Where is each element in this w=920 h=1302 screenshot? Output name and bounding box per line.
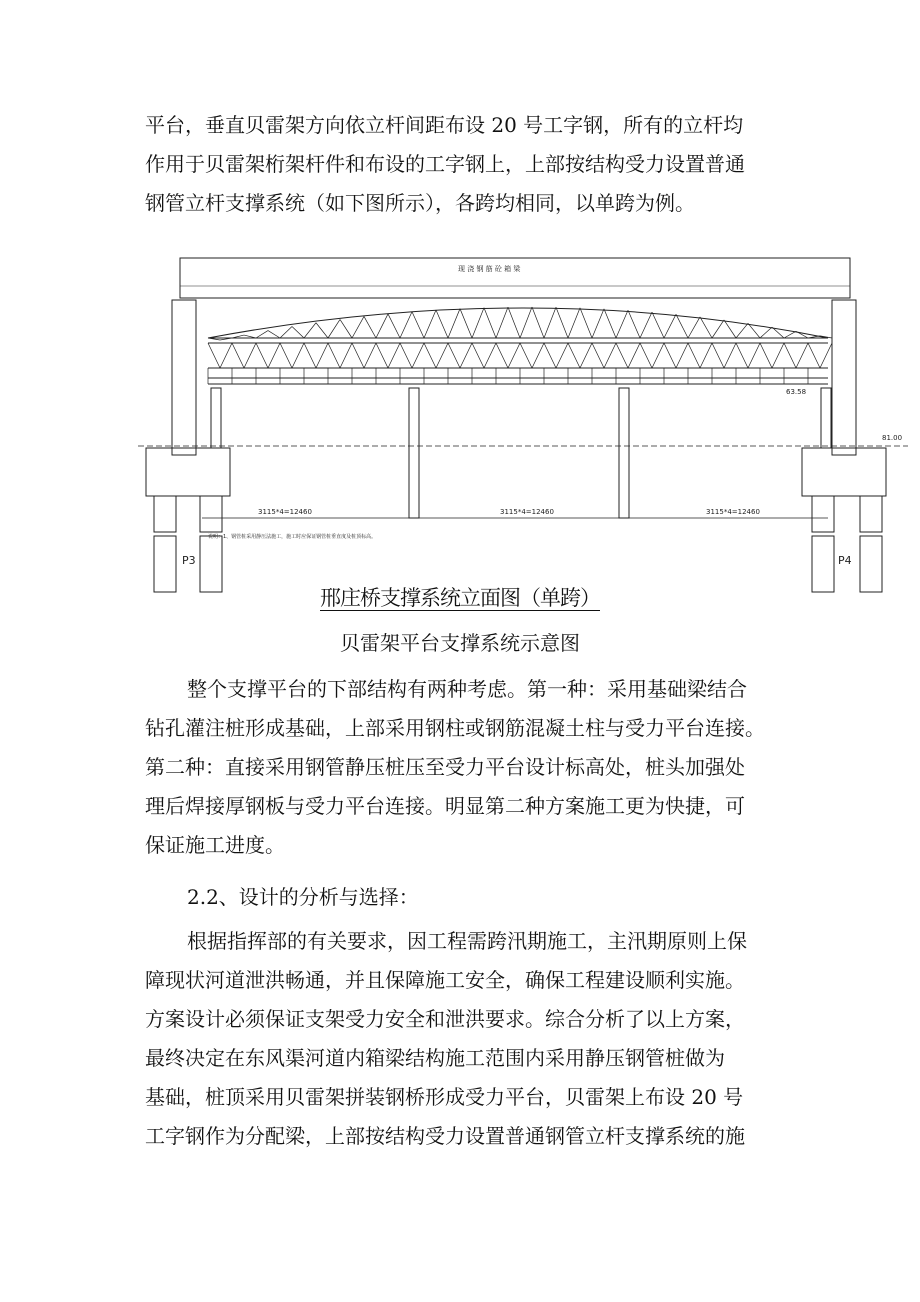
truss-member: [616, 343, 628, 368]
truss-member: [808, 343, 820, 368]
right-pier-column: [832, 300, 856, 455]
truss-member: [292, 343, 304, 368]
truss-member: [436, 310, 448, 338]
truss-member: [292, 326, 304, 338]
text-line: 第二种：直接采用钢管静压桩压至受力平台设计标高处，桩头加强处: [145, 755, 745, 779]
truss-member: [424, 343, 436, 368]
support-system-elevation-drawing: [138, 238, 908, 598]
truss-member: [544, 307, 556, 338]
truss-member: [820, 343, 832, 368]
truss-member: [496, 307, 508, 338]
text-line: 钢管立杆支撑系统（如下图所示），各跨均相同，以单跨为例。: [145, 191, 695, 215]
truss-member: [412, 312, 424, 338]
text-line: 作用于贝雷架桁架杆件和布设的工字钢上，上部按结构受力设置普通: [145, 152, 745, 176]
truss-member: [628, 310, 640, 338]
truss-member: [520, 343, 532, 368]
span-dimension: 3115*4=12460: [500, 508, 554, 516]
truss-member: [352, 316, 364, 338]
text-line: 方案设计必须保证支架受力安全和泄洪要求。综合分析了以上方案，: [145, 1007, 745, 1031]
truss-member: [304, 323, 316, 338]
truss-member: [532, 307, 544, 338]
truss-member: [700, 317, 712, 338]
steel-pipe-pile: [619, 388, 629, 518]
truss-member: [604, 309, 616, 338]
text-line: 平台，垂直贝雷架方向依立杆间距布设 20 号工字钢，所有的立杆均: [145, 113, 744, 137]
truss-member: [772, 343, 784, 368]
truss-member: [760, 343, 772, 368]
text-line: 理后焊接厚钢板与受力平台连接。明显第二种方案施工更为快捷，可: [145, 794, 745, 818]
span-dimension: 3115*4=12460: [258, 508, 312, 516]
section-heading: 2.2、设计的分析与选择：: [187, 885, 419, 909]
truss-member: [472, 343, 484, 368]
truss-member: [436, 343, 448, 368]
truss-member: [220, 343, 232, 368]
steel-pipe-pile: [211, 388, 221, 448]
left-pier-column: [172, 300, 196, 455]
truss-member: [712, 320, 724, 338]
truss-member: [532, 343, 544, 368]
truss-member: [340, 319, 352, 338]
truss-member: [208, 343, 220, 368]
truss-member: [484, 343, 496, 368]
truss-member: [640, 343, 652, 368]
truss-member: [544, 343, 556, 368]
pier-label-right: P4: [838, 554, 852, 567]
truss-member: [328, 319, 340, 338]
truss-member: [376, 343, 388, 368]
truss-member: [256, 331, 268, 338]
truss-member: [760, 327, 772, 338]
truss-member: [700, 343, 712, 368]
truss-member: [580, 343, 592, 368]
span-dimension: 3115*4=12460: [706, 508, 760, 516]
truss-member: [280, 343, 292, 368]
truss-member: [304, 343, 316, 368]
box-girder-outline: [180, 258, 850, 298]
truss-member: [688, 317, 700, 338]
truss-member: [604, 343, 616, 368]
truss-member: [364, 343, 376, 368]
section-heading-wrap: [145, 878, 785, 917]
truss-member: [400, 312, 412, 338]
truss-member: [268, 343, 280, 368]
text-line: 最终决定在东风渠河道内箱梁结构施工范围内采用静压钢管桩做为: [145, 1046, 725, 1070]
truss-member: [460, 343, 472, 368]
truss-member: [472, 308, 484, 338]
figure-title: 邢庄桥支撑系统立面图（单跨）: [320, 586, 600, 610]
truss-member: [508, 307, 520, 338]
truss-member: [556, 343, 568, 368]
truss-member: [328, 343, 340, 368]
truss-member: [664, 314, 676, 338]
truss-member: [736, 323, 748, 338]
elevation-mark: 81.00: [882, 434, 903, 442]
truss-member: [796, 331, 808, 338]
steel-pipe-pile: [409, 388, 419, 518]
truss-member: [736, 343, 748, 368]
paragraph-1: [145, 106, 785, 223]
truss-member: [316, 323, 328, 338]
text-line: 钻孔灌注桩形成基础，上部采用钢柱或钢筋混凝土柱与受力平台连接。: [145, 716, 765, 740]
truss-member: [676, 343, 688, 368]
truss-member: [640, 312, 652, 338]
truss-member: [388, 343, 400, 368]
truss-member: [268, 331, 280, 338]
elevation-mark: 63.58: [786, 388, 807, 396]
truss-member: [364, 316, 376, 338]
truss-member: [232, 343, 244, 368]
truss-member: [652, 343, 664, 368]
drawing-note: 说明：1、钢管桩采用静压法施工，施工时应保证钢管桩垂直度及桩顶标高。: [208, 534, 377, 540]
truss-member: [412, 343, 424, 368]
truss-member: [424, 310, 436, 338]
paragraph-3: [145, 922, 785, 1156]
truss-member: [724, 343, 736, 368]
truss-member: [784, 343, 796, 368]
truss-member: [496, 343, 508, 368]
truss-member: [280, 326, 292, 338]
truss-member: [244, 343, 256, 368]
truss-member: [340, 343, 352, 368]
text-line: 基础，桩顶采用贝雷架拼装钢桥形成受力平台，贝雷架上布设 20 号: [145, 1085, 744, 1109]
truss-member: [448, 343, 460, 368]
text-line: 障现状河道泄洪畅通，并且保障施工安全，确保工程建设顺利实施。: [145, 968, 745, 992]
truss-member: [628, 343, 640, 368]
truss-member: [592, 309, 604, 338]
steel-pipe-pile: [821, 388, 831, 448]
truss-member: [616, 310, 628, 338]
pier-label-left: P3: [182, 554, 196, 567]
truss-member: [448, 309, 460, 338]
truss-member: [376, 314, 388, 338]
truss-member: [568, 343, 580, 368]
truss-member: [784, 331, 796, 338]
drawing-svg: [138, 238, 908, 598]
truss-member: [712, 343, 724, 368]
text-line: 工字钢作为分配梁，上部按结构受力设置普通钢管立杆支撑系统的施: [145, 1124, 745, 1148]
truss-member: [580, 308, 592, 338]
text-line: 保证施工进度。: [145, 833, 285, 857]
truss-member: [256, 343, 268, 368]
truss-member: [400, 343, 412, 368]
text-line: 根据指挥部的有关要求，因工程需跨汛期施工，主汛期原则上保: [187, 929, 747, 953]
truss-member: [316, 343, 328, 368]
paragraph-2: [145, 670, 785, 865]
truss-member: [460, 309, 472, 338]
text-line: 整个支撑平台的下部结构有两种考虑。第一种：采用基础梁结合: [187, 677, 747, 701]
truss-member: [388, 314, 400, 338]
truss-member: [484, 308, 496, 338]
truss-member: [688, 343, 700, 368]
truss-member: [796, 343, 808, 368]
truss-member: [748, 343, 760, 368]
truss-member: [520, 307, 532, 338]
truss-member: [508, 343, 520, 368]
beam-label: 现 浇 钢 筋 砼 箱 梁: [458, 265, 521, 273]
truss-member: [676, 314, 688, 338]
truss-member: [352, 343, 364, 368]
truss-member: [652, 312, 664, 338]
truss-member: [556, 307, 568, 338]
truss-member: [592, 343, 604, 368]
truss-member: [664, 343, 676, 368]
truss-member: [568, 308, 580, 338]
figure-caption: 贝雷架平台支撑系统示意图: [340, 631, 580, 655]
